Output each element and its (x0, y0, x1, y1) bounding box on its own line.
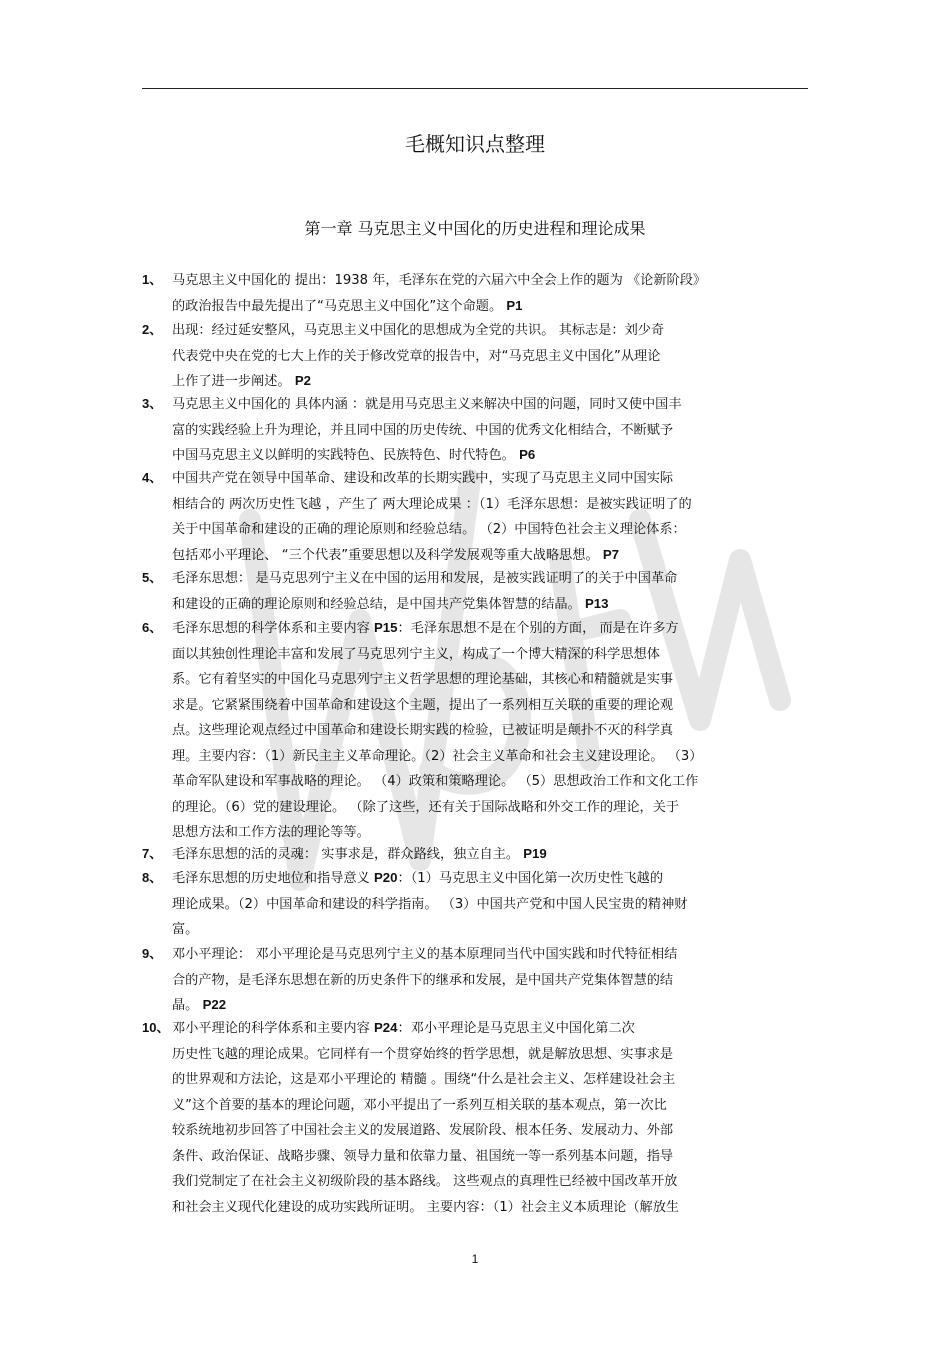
page-ref: P19 (523, 846, 547, 861)
item-text: 邓小平理论： 邓小平理论是马克思列宁主义的基本原理同当代中国实践和时代特征相结 合的产物，是毛泽东思想在新的历史条件下的继承和发展，是中国共产党集体智慧的结 晶。 P22 (172, 947, 678, 1013)
item-text: 毛泽东思想的科学体系和主要内容 P15：毛泽东思想不是在个别的方面， 而是在许多方 面以其独创性理论丰富和发展了马克思列宁主义，构成了一个博大精深的科学思想体 系。它有着坚实的中国化马克思列宁主义哲学思想的理论基础，其核心和精髓就是实事 求是。它紧紧围绕着中国革命和建设这个主题，提出了一系列相互关联的重要的理论观 点。这些理论观点经过中国革命和建设长期实践的检验，已被证明是颠扑不灭的科学真 理。主要内容：（1）新民主主义革命理论。（2）社会主义革命和社会主义建设理论。 （3） 革命军队建设和军事战略的理论。 （4）政策和策略理论。 （5）思想政治工作和文化工作 的理论。（6）党的建设理论。 （除了这些，还有关于国际战略和外交工作的理论，关于 思想方法和工作方法的理论等等。 (172, 620, 703, 840)
item-number: 8、 (142, 870, 163, 885)
page-ref: P6 (519, 447, 536, 462)
item-text: 邓小平理论的科学体系和主要内容 P24：邓小平理论是马克思主义中国化第二次 历史性飞越的理论成果。它同样有一个贯穿始终的哲学思想，就是解放思想、实事求是 的世界观和方法论，这是邓小平理论的 精髓 。围绕“什么是社会主义、怎样建设社会主 义”这个首要的基本的理论问题，邓小平提出了一系列互相关联的基本观点，第一次比 较系统地初步回答了中国社会主义的发展道路、发展阶段、根本任务、发展动力、外部 条件、政治保证、战略步骤、领导力量和依靠力量、祖国统一等一系列基本问题，指导 我们党制定了在社会主义初级阶段的基本路线。 这些观点的真理性已经被中国改革开放 和社会主义现代化建设的成功实践所证明。 主要内容：（1）社会主义本质理论（解放生 (172, 1020, 680, 1215)
item-number: 10、 (142, 1020, 170, 1035)
item-text: 马克思主义中国化的 具体内涵 ：就是用马克思主义来解决中国的问题，同时又使中国丰 富的实践经验上升为理论，并且同中国的历史传统、中国的优秀文化相结合，不断赋予 中国马克思主义以鲜明的实践特色、民族特色、时代特色。 P6 (172, 397, 682, 463)
item-number: 4、 (142, 470, 163, 485)
item-text: 出现：经过延安整风，马克思主义中国化的思想成为全党的共识。 其标志是：刘少奇 代表党中央在党的七大上作的关于修改党章的报告中，对“马克思主义中国化”从理论 上作了进一步阐述。 P2 (172, 323, 665, 389)
page-number: 1 (471, 1252, 479, 1266)
item-text: 中国共产党在领导中国革命、建设和改革的长期实践中，实现了马克思主义同中国实际 相结合的 两次历史性飞越 ，产生了 两大理论成果 ：（1）毛泽东思想：是被实践证明了的 关于中国革命和建设的正确的理论原则和经验总结。 （2）中国特色社会主义理论体系： 包括邓小平理论、 “三个代表”重要思想以及科学发展观等重大战略思想。 P7 (172, 471, 692, 563)
page-ref: P24 (374, 1020, 398, 1035)
item-number: 2、 (142, 322, 163, 337)
page-ref: P1 (506, 297, 523, 313)
item-number: 1、 (142, 272, 163, 287)
item-text: 马克思主义中国化的 提出：1938 年，毛泽东在党的六届六中全会上作的题为 《论新阶段》 的政治报告中最先提出了“马克思主义中国化”这个命题。 P1 (172, 273, 707, 314)
item-number: 9、 (142, 946, 163, 961)
item-text: 毛泽东思想的历史地位和指导意义 P20：（1）马克思主义中国化第一次历史性飞越的 理论成果。（2）中国革命和建设的科学指南。 （3）中国共产党和中国人民宝贵的精神财 富。 (172, 870, 688, 937)
header-rule (142, 88, 808, 89)
page-ref: P22 (202, 997, 227, 1012)
page-ref: P20 (374, 870, 398, 885)
item-number: 5、 (142, 570, 163, 585)
item-number: 7、 (142, 846, 163, 861)
page-ref: P2 (294, 373, 312, 388)
item-number: 3、 (142, 396, 163, 411)
item-text: 毛泽东思想： 是马克思列宁主义在中国的运用和发展，是被实践证明了的关于中国革命 和建设的正确的理论原则和经验总结，是中国共产党集体智慧的结晶。 P13 (172, 571, 678, 612)
page-ref: P13 (585, 595, 609, 611)
page-ref: P15 (374, 620, 398, 635)
item-number: 6、 (142, 620, 163, 635)
document-title: 毛概知识点整理 (405, 132, 545, 156)
item-text: 毛泽东思想的活的灵魂： 实事求是，群众路线，独立自主。 P19 (172, 846, 547, 862)
page-ref: P7 (602, 546, 619, 562)
chapter-heading: 第一章 马克思主义中国化的历史进程和理论成果 (304, 219, 646, 238)
